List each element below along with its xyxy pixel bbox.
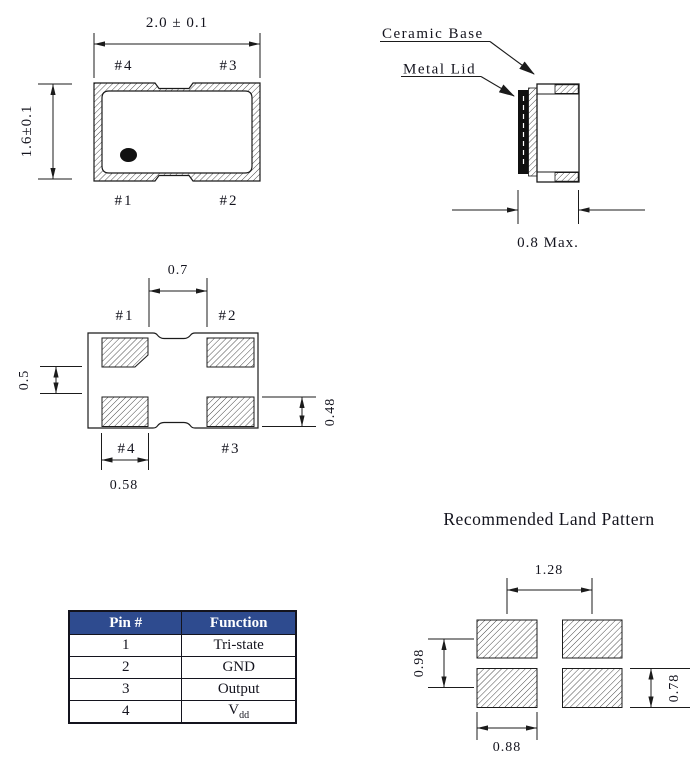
top-view-pin4-label: #4 [114, 58, 134, 74]
pin-number-cell: 1 [69, 635, 182, 657]
top-view-drawing [19, 15, 260, 209]
top-view-pin2-label: #2 [219, 193, 239, 209]
table-row [69, 635, 296, 657]
function-cell: $V_{dd}$ [182, 701, 296, 724]
bottom-view-pad3 [207, 397, 254, 427]
land-pattern-drawing [412, 509, 690, 755]
land-pattern-pad-width-dim: 0.88 [492, 740, 522, 755]
pin-number-cell: 4 [69, 701, 182, 724]
top-view-width-dim: 2.0 ± 0.1 [145, 15, 209, 31]
ceramic-base-label: Ceramic Base [382, 26, 484, 42]
bottom-view-pad4 [102, 397, 148, 427]
ceramic-base-leader [490, 42, 534, 75]
vdd-subscript: dd [239, 710, 250, 721]
function-header: Function [182, 611, 296, 635]
top-view-package-body [94, 83, 260, 181]
bottom-view-drawing [17, 263, 338, 493]
table-header-row [69, 611, 296, 635]
bottom-view-pad-width-dim: 0.58 [109, 478, 139, 493]
bottom-view-pad-height-dim: 0.48 [323, 397, 338, 427]
table-row [69, 657, 296, 679]
land-pattern-vpitch-dim: 0.98 [412, 648, 427, 678]
function-cell: Output [182, 679, 296, 701]
pin1-index-dot [120, 148, 137, 162]
side-view-ceramic-base [537, 84, 579, 182]
side-view-seal-ring [529, 88, 538, 176]
top-view-pin3-label: #3 [219, 58, 239, 74]
table-row [69, 701, 296, 724]
bottom-view-pin4-label: #4 [117, 441, 137, 457]
bottom-view-pad2 [207, 338, 254, 367]
land-pattern-hpitch-dim: 1.28 [534, 563, 564, 578]
pin-function-table [68, 610, 297, 724]
bottom-view-pin3-label: #3 [221, 441, 241, 457]
pin-number-cell: 2 [69, 657, 182, 679]
function-cell: Tri-state [182, 635, 296, 657]
pin-number-header: Pin # [69, 611, 182, 635]
side-view-top-pad [555, 85, 578, 94]
table-row [69, 679, 296, 701]
side-view-bottom-pad [555, 173, 578, 182]
land-pattern-pad-height-dim: 0.78 [667, 673, 682, 703]
metal-lid-label: Metal Lid [403, 61, 477, 78]
land-pad-bottom-left [477, 669, 537, 708]
land-pad-top-right [563, 620, 623, 658]
top-view-pin1-label: #1 [114, 193, 134, 209]
bottom-view-pin2-label: #2 [218, 308, 238, 324]
top-view-height-dim: 1.6±0.1 [19, 104, 35, 158]
pin-number-cell: 3 [69, 679, 182, 701]
bottom-view-inner-gap-dim: 0.7 [167, 263, 189, 278]
land-pad-bottom-right [563, 669, 623, 708]
land-pattern-title: Recommended Land Pattern [443, 509, 655, 529]
metal-lid-leader [481, 77, 514, 97]
side-view-drawing [380, 26, 645, 251]
bottom-view-pin1-label: #1 [115, 308, 135, 324]
function-cell: GND [182, 657, 296, 679]
land-pad-top-left [477, 620, 537, 658]
bottom-view-vertical-gap-dim: 0.5 [17, 369, 32, 391]
side-view-thickness-dim: 0.8 Max. [517, 235, 579, 251]
